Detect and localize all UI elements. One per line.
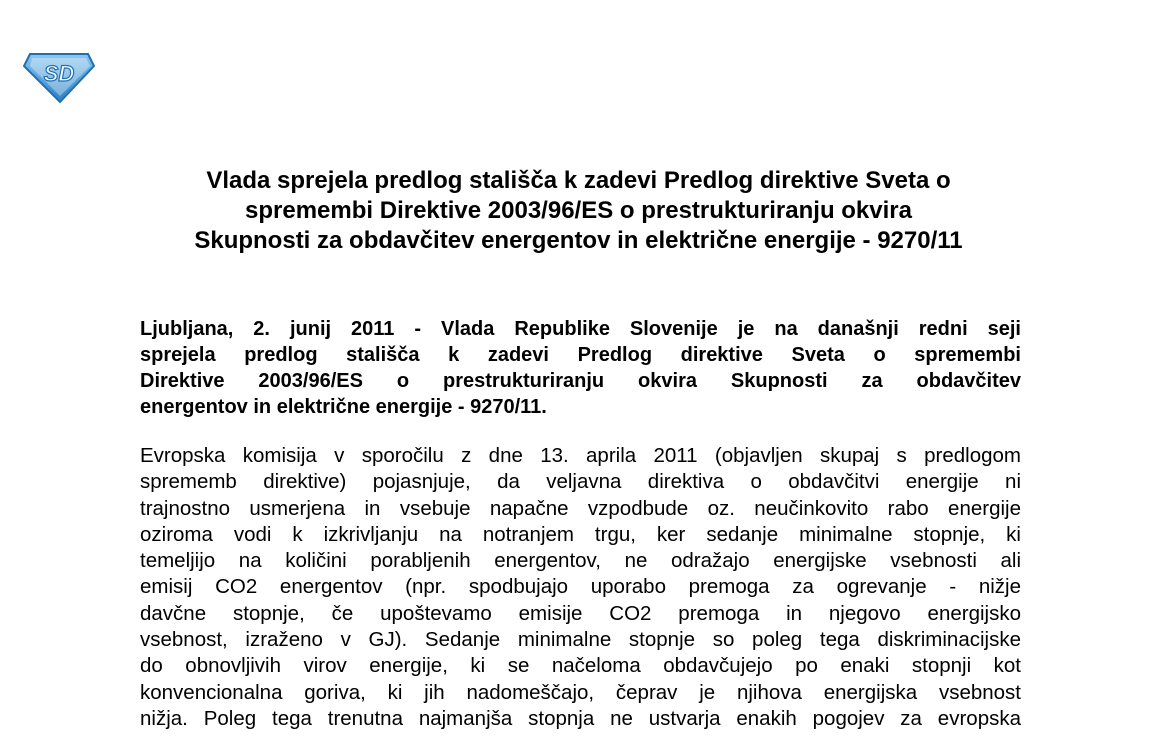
body-line: emisij CO2 energentov (npr. spodbujajo uporabo premoga za ogrevanje - nižje	[140, 575, 1021, 599]
title-line: Skupnosti za obdavčitev energentov in električne energije - 9270/11	[194, 227, 963, 254]
body-line: Evropska komisija v sporočilu z dne 13. aprila 2011 (objavljen skupaj s predlogom	[140, 444, 1021, 467]
body-line: davčne stopnje, če upoštevamo emisije CO2 premoga in njegovo energijsko	[140, 601, 1021, 625]
page-title	[100, 166, 1057, 256]
body-line: sprememb direktive) pojasnjuje, da veljavna direktiva o obdavčitvi energije ni	[140, 470, 1021, 494]
lead-line: energentov in električne energije - 9270/11.	[140, 396, 547, 418]
lead-paragraph	[140, 316, 1021, 420]
sd-logo-text: SD	[43, 61, 75, 86]
body-line: nižja. Poleg tega trenutna najmanjša stopnja ne ustvarja enakih pogojev za evropska	[140, 706, 1021, 730]
lead-line: Ljubljana, 2. junij 2011 - Vlada Republike Slovenije je na današnji redni seji	[140, 318, 1021, 340]
lead-line: Direktive 2003/96/ES o prestrukturiranju okvira Skupnosti za obdavčitev	[140, 370, 1021, 392]
body-line: do obnovljivih virov energije, ki se načeloma obdavčujejo po enaki stopnji kot	[140, 654, 1021, 678]
title-line: Vlada sprejela predlog stališča k zadevi Predlog direktive Sveta o	[206, 167, 951, 194]
body-line: temeljijo na količini porabljenih energentov, ne odražajo energijske vsebnosti ali	[140, 549, 1021, 573]
lead-line: sprejela predlog stališča k zadevi Predlog direktive Sveta o spremembi	[140, 344, 1021, 366]
body-line: konvencionalna goriva, ki jih nadomeščajo, čeprav je njihova energijska vsebnost	[140, 680, 1021, 704]
title-line: spremembi Direktive 2003/96/ES o prestrukturiranju okvira	[245, 197, 912, 224]
body-line: oziroma vodi k izkrivljanju na notranjem trgu, ker sedanje minimalne stopnje, ki	[140, 522, 1021, 546]
sd-shield-logo-icon	[22, 50, 96, 104]
body-line: trajnostno usmerjena in vsebuje napačne vzpodbude oz. neučinkovito rabo energije	[140, 496, 1021, 520]
body-line: vsebnost, izraženo v GJ). Sedanje minimalne stopnje so poleg tega diskriminacijske	[140, 628, 1021, 652]
sd-logo	[22, 50, 96, 104]
body-paragraph	[140, 443, 1021, 732]
